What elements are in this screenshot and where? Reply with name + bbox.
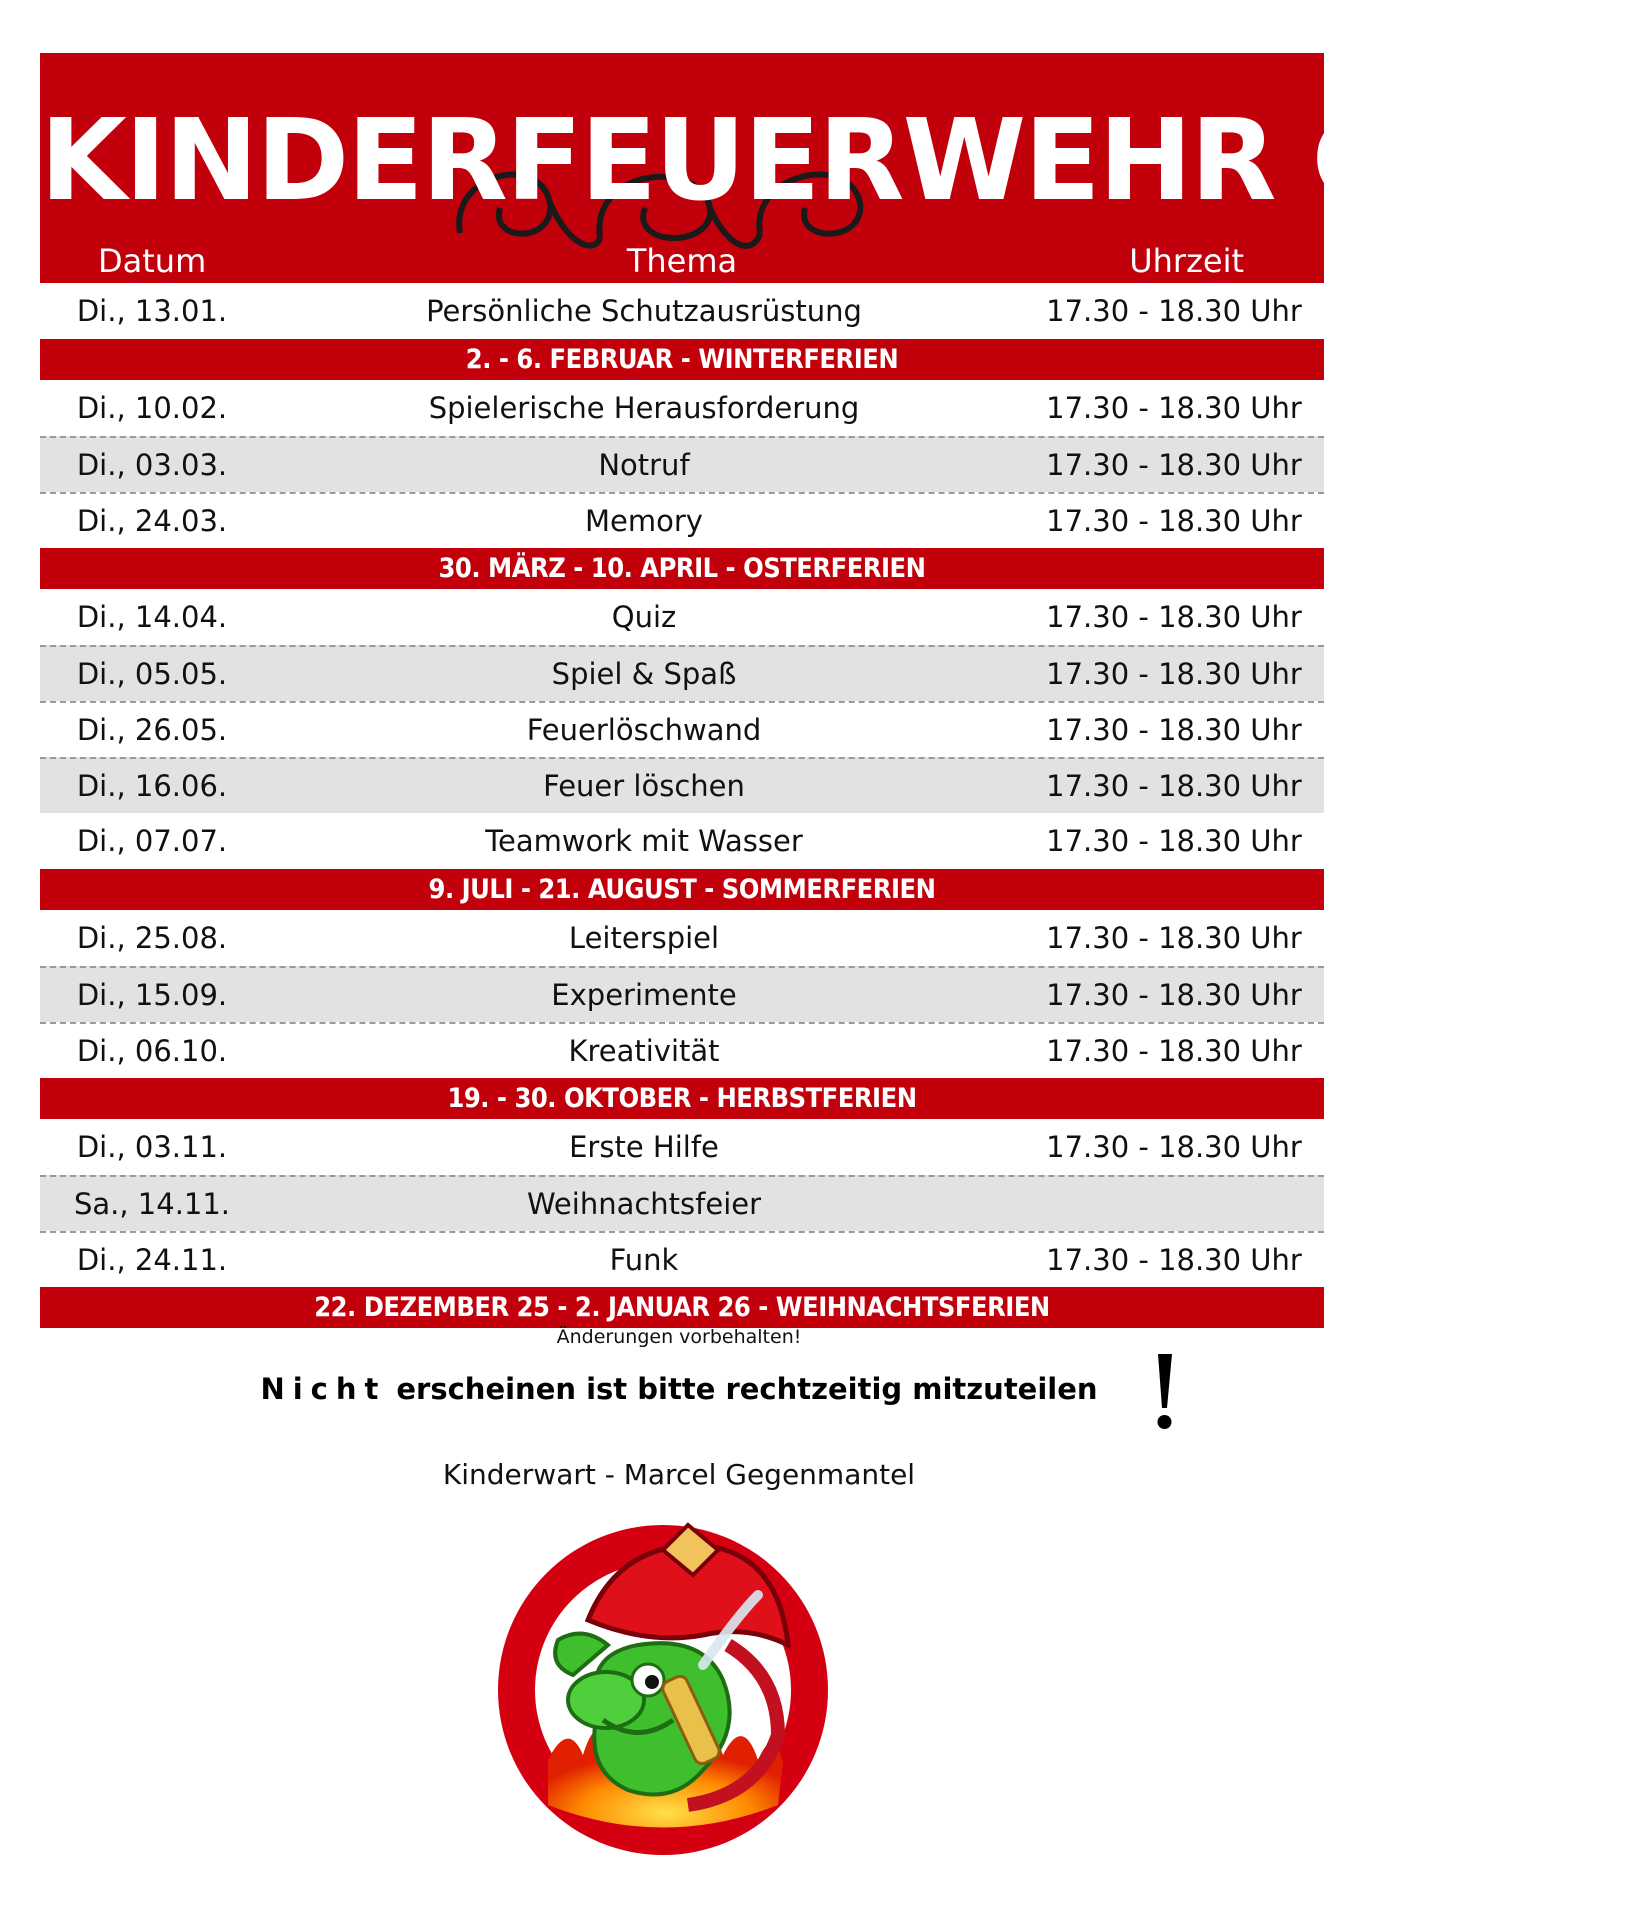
exclamation-icon [1152,1352,1178,1432]
row-date: Di., 06.10. [76,1034,228,1068]
row-date: Di., 13.01. [76,294,228,328]
row-topic: Weihnachtsfeier [526,1187,762,1221]
row-topic: Erste Hilfe [569,1130,719,1164]
table-row [40,813,1324,869]
row-date: Di., 14.04. [76,600,228,634]
row-date: Di., 15.09. [76,978,228,1012]
holiday-banner: 9. JULI - 21. AUGUST - SOMMERFERIEN [40,869,1324,910]
firefighter-dragon-logo [488,1505,868,1865]
row-topic: Memory [585,504,703,538]
schedule-table [40,283,1324,1328]
notice-text [0,1372,1358,1406]
row-time: 17.30 - 18.30 Uhr [1046,978,1302,1012]
row-date: Di., 26.05. [76,713,228,747]
row-topic: Leiterspiel [568,921,720,955]
row-date: Di., 07.07. [76,824,228,858]
table-row [40,589,1324,645]
row-time: 17.30 - 18.30 Uhr [1046,1130,1302,1164]
row-topic: Spielerische Herausforderung [428,391,860,425]
row-time: 17.30 - 18.30 Uhr [1046,657,1302,691]
row-topic: Persönliche Schutzausrüstung [426,294,862,328]
column-header-topic: Thema [626,242,738,280]
row-time: 17.30 - 18.30 Uhr [1046,448,1302,482]
row-time: 17.30 - 18.30 Uhr [1046,713,1302,747]
row-time: 17.30 - 18.30 Uhr [1046,769,1302,803]
row-date: Di., 24.03. [76,504,228,538]
row-time: 17.30 - 18.30 Uhr [1046,921,1302,955]
row-time: 17.30 - 18.30 Uhr [1046,824,1302,858]
row-date: Di., 25.08. [76,921,228,955]
row-topic: Notruf [598,448,690,482]
row-date: Di., 05.05. [76,657,228,691]
row-date: Di., 10.02. [76,391,228,425]
holiday-banner: 30. MÄRZ - 10. APRIL - OSTERFERIEN [40,548,1324,589]
table-row [40,283,1324,339]
table-row [40,380,1324,436]
table-row [40,1022,1324,1078]
row-time: 17.30 - 18.30 Uhr [1046,294,1302,328]
row-time: 17.30 - 18.30 Uhr [1046,1243,1302,1277]
row-topic: Funk [609,1243,679,1277]
changes-note: Änderungen vorbehalten! [556,1326,802,1348]
row-topic: Kreativität [568,1034,720,1068]
header-banner [40,53,1648,283]
notice-emphasis: Nicht [260,1372,387,1406]
row-date: Di., 03.03. [76,448,228,482]
table-row [40,757,1324,813]
row-date: Di., 03.11. [76,1130,228,1164]
notice-rest: erscheinen ist bitte rechtzeitig mitzuteilen [396,1372,1098,1406]
page-title: KINDERFEUERWEHR GÖTZ [40,96,1648,226]
row-time: 17.30 - 18.30 Uhr [1046,1034,1302,1068]
row-time: 17.30 - 18.30 Uhr [1046,504,1302,538]
column-header-date: Datum [98,242,207,280]
table-row [40,492,1324,548]
row-time: 17.30 - 18.30 Uhr [1046,391,1302,425]
row-date: Sa., 14.11. [73,1187,231,1221]
holiday-banner: 2. - 6. FEBRUAR - WINTERFERIEN [40,339,1324,380]
row-time: 17.30 - 18.30 Uhr [1046,600,1302,634]
row-topic: Quiz [611,600,677,634]
table-row [40,966,1324,1022]
table-row [40,436,1324,492]
table-row [40,910,1324,966]
table-row [40,1175,1324,1231]
row-date: Di., 16.06. [76,769,228,803]
holiday-banner: 19. - 30. OKTOBER - HERBSTFERIEN [40,1078,1324,1119]
table-row [40,701,1324,757]
kinderwart-contact: Kinderwart - Marcel Gegenmantel [442,1458,916,1491]
row-topic: Spiel & Spaß [551,657,737,691]
row-topic: Feuerlöschwand [526,713,762,747]
column-header-time: Uhrzeit [1129,242,1244,280]
row-topic: Teamwork mit Wasser [485,824,803,858]
holiday-banner: 22. DEZEMBER 25 - 2. JANUAR 26 - WEIHNACHTSFERIEN [40,1287,1324,1328]
table-row [40,1231,1324,1287]
row-topic: Experimente [551,978,737,1012]
table-row [40,645,1324,701]
table-row [40,1119,1324,1175]
row-date: Di., 24.11. [76,1243,228,1277]
schedule-sheet [40,53,1648,1328]
row-topic: Feuer löschen [543,769,745,803]
